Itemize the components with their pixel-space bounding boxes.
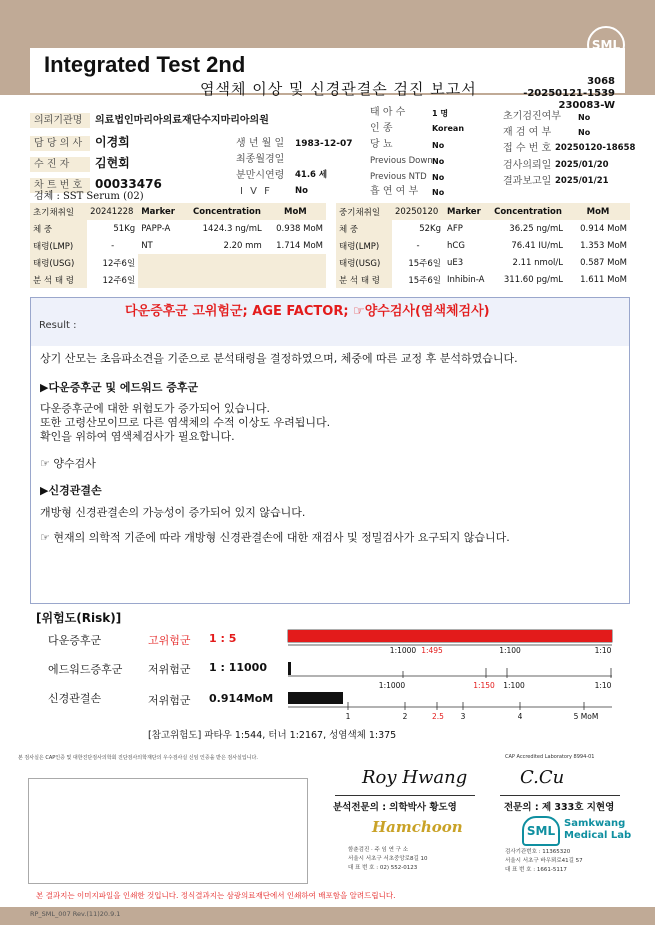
samkwang-name-2: Medical Lab: [564, 830, 632, 841]
reference-risk-note: [참고위험도] 파타우 1:544, 터너 1:2167, 성염색체 1:375: [148, 730, 397, 741]
signature-1: Roy Hwang: [362, 767, 468, 788]
doctor-value: 이경희: [95, 135, 130, 149]
risk-ntd-level: 저위험군: [148, 694, 191, 707]
tick-label: 1:100: [503, 681, 525, 690]
gauge-fill: [288, 662, 291, 675]
gauge-fill: [288, 692, 343, 704]
concentration-cell: 1424.3 ng/mL: [202, 223, 262, 234]
samkwang-logo-icon: SML: [522, 816, 560, 846]
tick-label: 2: [402, 712, 408, 721]
race-label: 인 종: [370, 123, 393, 134]
report-number: [520, 76, 615, 112]
table-row: [30, 271, 326, 288]
risk-edwards-name: 에드워드증후군: [48, 663, 123, 676]
signer-1-label: 분석전문의 : 의학박사 황도영: [333, 802, 457, 813]
result-para-3: 확인을 위하여 염색체검사가 필요합니다.: [40, 430, 235, 443]
mom-cell: 0.938 MoM: [276, 223, 323, 234]
cap-note-left: 본 검사실은 CAP인증 및 대한진단검사의학회 진단검사의학재단의 우수검사실 신임 인증을 받은 검사실입니다.: [18, 755, 258, 761]
result-box: [30, 297, 630, 604]
second-weight-value: 52Kg: [419, 223, 441, 234]
marker-header: Marker: [444, 203, 490, 220]
table-row: [336, 237, 630, 254]
marker-header: Marker: [138, 203, 189, 220]
first-exam-value: No: [578, 113, 591, 122]
risk-down-ratio: 1 : 5: [209, 632, 237, 645]
patient-value: 김현회: [95, 156, 130, 170]
report-title-en: Integrated Test 2nd: [44, 52, 246, 77]
report-date-label: 결과보고일: [503, 176, 552, 187]
first-weight-label: 체 중: [30, 220, 87, 237]
concentration-cell: 76.41 IU/mL: [511, 240, 563, 251]
ivf-label: I V F: [240, 186, 272, 197]
lab2-info-line: 검사기관번호 : 11365320: [505, 849, 571, 855]
first-lmp-label: 태령(LMP): [30, 237, 87, 254]
prev-ntd-label: Previous NTD: [370, 172, 427, 182]
chart-no-label: 차 트 번 호: [30, 178, 90, 193]
lab1-info: [348, 846, 428, 873]
table-row: [336, 254, 630, 271]
tick-label: 1:100: [499, 646, 521, 655]
first-usg-label: 태령(USG): [30, 254, 87, 271]
empty-cell: [138, 271, 326, 288]
prev-down-label: Previous Down: [370, 156, 433, 166]
tick-label: 5 MoM: [573, 712, 599, 721]
signature-line-1: [335, 795, 475, 796]
first-exam-label: 초기검진여부: [503, 111, 561, 122]
print-notice: 본 결과지는 이미지파일을 인쇄한 것입니다. 정식결과지는 삼광의료재단에서 인쇄하여 배포함을 알려드립니다.: [36, 891, 396, 900]
chart-no-value: 00033476: [95, 177, 162, 191]
second-weight-label: 체 중: [336, 220, 392, 237]
report-title-kr: 염색체 이상 및 신경관결손 검진 보고서: [200, 80, 477, 98]
lmp-label: 최종월경일: [236, 154, 285, 165]
gauge-fill: [288, 630, 612, 642]
mom-cell: 1.353 MoM: [580, 240, 627, 251]
risk-down-level: 고위험군: [148, 634, 191, 647]
table-row: [30, 237, 326, 254]
sml-logo: SML: [587, 26, 625, 64]
tick-label: 1:150: [473, 681, 495, 690]
tick-label: 1:10: [594, 681, 612, 690]
first-analysis-label: 분 석 태 령: [30, 271, 87, 288]
concentration-cell: 2.20 mm: [223, 240, 262, 251]
marker-cell: hCG: [447, 240, 465, 251]
first-trimester-table: [30, 203, 326, 288]
smoking-label: 흡 연 여 부: [370, 186, 419, 197]
mom-cell: 1.611 MoM: [580, 274, 627, 285]
report-date-value: 2025/01/21: [555, 176, 609, 186]
result-line-1: 상기 산모는 초음파소견을 기준으로 분석태령을 결정하였으며, 체중에 따른 교정 후 분석하였습니다.: [40, 352, 518, 365]
concentration-header: Concentration: [490, 203, 566, 220]
retest-value: No: [578, 128, 591, 137]
result-para-1: 다운증후군에 대한 위험도가 증가되어 있습니다.: [40, 402, 271, 415]
concentration-cell: 311.60 pg/mL: [503, 274, 563, 285]
second-lmp-value: -: [416, 240, 420, 251]
age-label: 분만시연령: [236, 170, 285, 181]
risk-ntd-name: 신경관결손: [48, 692, 102, 705]
tick-label: 1:1000: [389, 646, 417, 655]
first-usg-value: 12주6일: [102, 258, 136, 269]
first-date-label: 초기채취일: [30, 203, 87, 220]
ntd-risk-gauge: [286, 688, 616, 712]
second-usg-value: 15주6일: [408, 258, 441, 269]
receipt-label: 접 수 번 호: [503, 143, 552, 154]
ivf-value: No: [295, 186, 308, 196]
first-analysis-value: 12주6일: [102, 275, 136, 286]
prev-down-value: No: [432, 157, 445, 166]
lab2-info-line: 대 표 번 호 : 1661-5117: [505, 867, 567, 873]
lab1-info-line: 함춘검진 · 주 임 연 구 소: [348, 847, 409, 853]
diabetes-label: 당 뇨: [370, 139, 393, 150]
cap-note-right: CAP Accredited Laboratory 8994-01: [505, 754, 595, 760]
mom-header: MoM: [566, 203, 630, 220]
specimen: 검체 : SST Serum (02): [34, 191, 144, 202]
samkwang-logo-text: [564, 818, 631, 842]
marker-cell: AFP: [447, 223, 463, 234]
lab2-info-line: 서울시 서초구 바우뫼로41길 57: [505, 858, 583, 864]
concentration-cell: 2.11 nmol/L: [512, 257, 563, 268]
marker-cell: PAPP-A: [141, 223, 171, 234]
dob-label: 생 년 월 일: [236, 138, 285, 149]
receipt-value: 20250120-18658: [555, 143, 636, 153]
marker-cell: Inhibin-A: [447, 274, 485, 285]
table-row: [30, 203, 326, 220]
second-date-label: 중기채취일: [336, 203, 392, 220]
lab1-info-line: 서울시 서초구 서초중앙로8길 10: [348, 856, 428, 862]
second-lmp-label: 태령(LMP): [336, 237, 392, 254]
retest-label: 재 검 여 부: [503, 127, 552, 138]
tick-label: 1:1000: [378, 681, 406, 690]
down-risk-gauge: [286, 626, 616, 648]
marker-cell: uE3: [447, 257, 464, 268]
smoking-value: No: [432, 188, 445, 197]
risk-ntd-ratio: 0.914MoM: [209, 692, 274, 705]
report-number-line1: 3068 -20250121-1539: [523, 76, 615, 99]
fetus-value: 1 명: [432, 109, 449, 118]
mom-cell: 1.714 MoM: [276, 240, 323, 251]
signature-2: C.Cu: [520, 767, 565, 788]
tick-label: 3: [460, 712, 466, 721]
marker-cell: NT: [141, 240, 153, 251]
lab1-info-line: 대 표 번 호 : 02) 552-0123: [348, 865, 418, 871]
concentration-cell: 36.25 ng/mL: [509, 223, 563, 234]
empty-cell: [138, 254, 326, 271]
table-row: [30, 220, 326, 237]
first-date-value: 20241228: [87, 203, 138, 220]
form-code: RP_SML_007 Rev.(11)20.9.1: [30, 910, 121, 918]
mom-header: MoM: [265, 203, 326, 220]
result-header: [31, 298, 629, 346]
second-trimester-table: [336, 203, 630, 288]
result-para-4: ☞ 양수검사: [40, 457, 96, 470]
result-label: Result :: [39, 320, 77, 331]
tick-label: 4: [517, 712, 523, 721]
risk-edwards-ratio: 1 : 11000: [209, 661, 267, 674]
tick-label: 1: [345, 712, 351, 721]
risk-down-name: 다운증후군: [48, 634, 102, 647]
mom-cell: 0.587 MoM: [580, 257, 627, 268]
age-value: 41.6 세: [295, 170, 328, 180]
request-date-label: 검사의뢰일: [503, 160, 552, 171]
tick-label: 2.5: [432, 712, 444, 721]
result-heading-down: ▶다운증후군 및 에드워드 증후군: [40, 381, 199, 394]
result-title: 다운증후군 고위험군; AGE FACTOR; ☞양수검사(염색체검사): [125, 304, 490, 319]
table-row: [30, 254, 326, 271]
risk-title: [위험도(Risk)]: [36, 611, 122, 625]
table-row: [336, 271, 630, 288]
hamchoon-logo: Hamchoon: [372, 818, 463, 836]
second-analysis-value: 15주6일: [408, 275, 441, 286]
table-row: [336, 220, 630, 237]
dob-value: 1983-12-07: [295, 139, 353, 149]
second-analysis-label: 분 석 태 령: [336, 271, 392, 288]
second-date-value: 20250120: [392, 203, 444, 220]
mom-cell: 0.914 MoM: [580, 223, 627, 234]
tick-label: 1:10: [594, 646, 612, 655]
patient-label: 수 진 자: [30, 157, 90, 172]
samkwang-name-1: Samkwang: [564, 818, 626, 829]
comment-box: [28, 778, 308, 884]
result-para-5: 개방형 신경관결손의 가능성이 증가되어 있지 않습니다.: [40, 506, 306, 519]
result-para-6: ☞ 현재의 의학적 기준에 따라 개방형 신경관결손에 대한 재검사 및 정밀검사가 요구되지 않습니다.: [40, 531, 510, 544]
signer-2-label: 전문의 : 제 333호 지현영: [504, 802, 615, 813]
diabetes-value: No: [432, 141, 445, 150]
fetus-label: 태 아 수: [370, 107, 406, 118]
institution-value: 의료법인마리아의료재단수지마리아의원: [95, 115, 269, 126]
first-weight-value: 51Kg: [113, 223, 136, 234]
race-value: Korean: [432, 124, 465, 133]
first-lmp-value: -: [111, 240, 115, 251]
result-heading-ntd: ▶신경관결손: [40, 484, 102, 497]
tick-label: 1:495: [421, 646, 443, 655]
table-row: [336, 203, 630, 220]
prev-ntd-value: No: [432, 173, 445, 182]
report-number-line2: 230083-W: [558, 100, 615, 111]
lab2-info: [505, 848, 583, 875]
second-usg-label: 태령(USG): [336, 254, 392, 271]
signature-line-2: [500, 795, 620, 796]
risk-edwards-level: 저위험군: [148, 663, 191, 676]
concentration-header: Concentration: [189, 203, 265, 220]
doctor-label: 담 당 의 사: [30, 136, 90, 151]
edwards-risk-gauge: [286, 658, 616, 680]
institution-label: 의뢰기관명: [30, 113, 90, 128]
request-date-value: 2025/01/20: [555, 160, 609, 170]
result-para-2: 또한 고령산모이므로 다른 염색체의 수적 이상도 우려됩니다.: [40, 416, 331, 429]
